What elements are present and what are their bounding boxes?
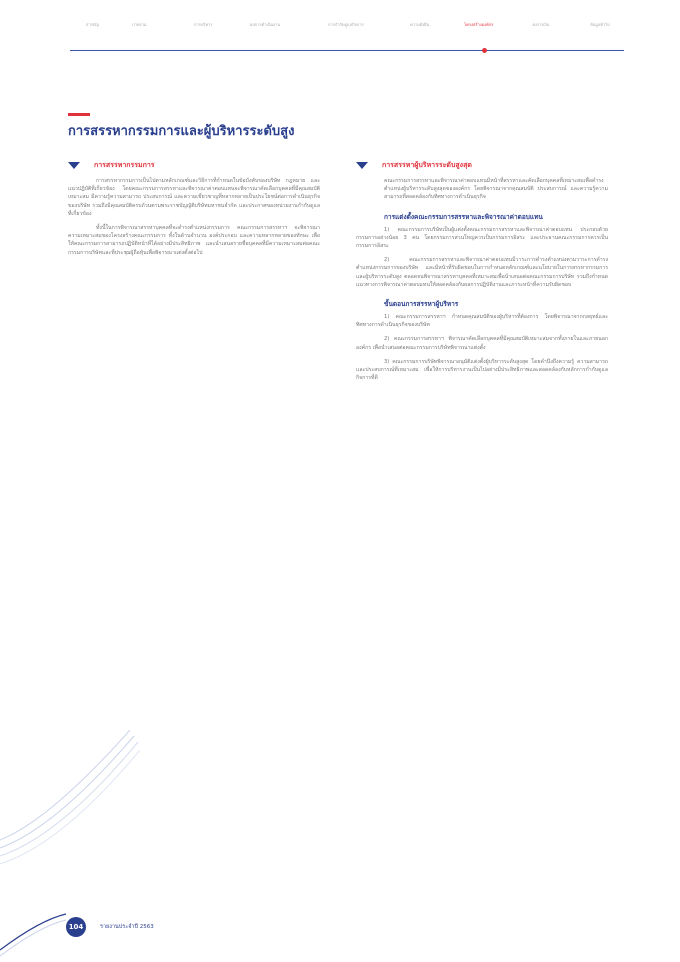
nav-underline (70, 50, 624, 51)
nav-item[interactable]: ภาพรวม (132, 22, 147, 27)
section-title: การสรรหาผู้บริหารระดับสูงสุด (382, 161, 472, 169)
nav-item[interactable]: ข้อมูลทั่วไป (590, 22, 610, 27)
paragraph: 2) คณะกรรมการสรรหาและพิจารณาค่าตอบแทนมีวาระการดำรงตำแหน่งตามวาระการดำรงตำแหน่งกรรมการของบริษัท และมีหน้าที่รับผิดชอบในการกำหนดหลักเกณฑ์และนโยบายในการสรรหากรรมการและผู้บริหารระดับสูง ตลอดจนพิจารณาสรรหาบุคคลที่เหมาะสมเพื่อนำเสนอต่อคณะกรรมการบริษัท รวมถึงกำหนดแนวทางการพิจารณาค่าตอบแทนให้สอดคล้องกับผลการปฏิบัติงานและภาระหน้าที่ความรับผิดชอบ (356, 257, 608, 288)
nav-item-active[interactable]: โครงสร้างองค์กร (464, 22, 494, 27)
paragraph: การสรรหากรรมการเป็นไปตามหลักเกณฑ์และวิธีการที่กำหนดในข้อบังคับของบริษัท กฎหมาย และแนวปฏิบัติที่เกี่ยวข้อง โดยคณะกรรมการสรรหาและพิจารณาค่าตอบแทนจะพิจารณาคัดเลือกบุคคลที่มีคุณสมบัติเหมาะสม มีความรู้ความสามารถ ประสบการณ์ และความเชี่ยวชาญที่หลากหลายเป็นประโยชน์ต่อการดำเนินธุรกิจของบริษัท รวมถึงมีคุณสมบัติครบถ้วนตามพระราชบัญญัติบริษัทมหาชนจำกัด และประกาศของหน่วยงานกำกับดูแลที่เกี่ยวข้อง (68, 178, 320, 217)
paragraph: 1) คณะกรรมการบริษัทเป็นผู้แต่งตั้งคณะกรรมการสรรหาและพิจารณาค่าตอบแทน ประกอบด้วยกรรมการอย่างน้อย 3 คน โดยกรรมการส่วนใหญ่ควรเป็นกรรมการอิสระ และประธานคณะกรรมการควรเป็นกรรมการอิสระ (356, 226, 608, 250)
nav-item[interactable]: การกำกับดูแลกิจการ (328, 22, 364, 27)
nav-item[interactable]: ความยั่งยืน (410, 22, 430, 27)
nav-item[interactable]: การบริหาร (194, 22, 213, 27)
subsection-title: การแต่งตั้งคณะกรรมการสรรหาและพิจารณาค่าตอบแทน (384, 212, 543, 221)
title-accent-bar (68, 113, 90, 116)
section-title: การสรรหากรรมการ (94, 161, 155, 169)
chevron-icon (68, 162, 80, 169)
page-number-badge: 104 (66, 917, 86, 937)
paragraph: ทั้งนี้ในการพิจารณาสรรหาบุคคลที่จะดำรงตำแหน่งกรรมการ คณะกรรมการสรรหาฯ จะพิจารณาความเหมาะสมของโครงสร้างคณะกรรมการ ทั้งในด้านจำนวน องค์ประกอบ และความหลากหลายของทักษะ เพื่อให้คณะกรรมการสามารถปฏิบัติหน้าที่ได้อย่างมีประสิทธิภาพ และนำเสนอรายชื่อบุคคลที่มีความเหมาะสมต่อคณะกรรมการบริษัทและที่ประชุมผู้ถือหุ้นเพื่อพิจารณาแต่งตั้งต่อไป (68, 225, 320, 256)
paragraph: 1) คณะกรรมการสรรหาฯ กำหนดคุณสมบัติของผู้บริหารที่ต้องการ โดยพิจารณาจากกลยุทธ์และทิศทางการดำเนินธุรกิจของบริษัท (356, 314, 608, 329)
paragraph: 3) คณะกรรมการบริษัทพิจารณาอนุมัติแต่งตั้งผู้บริหารระดับสูงสุด โดยคำนึงถึงความรู้ ความสามารถ และประสบการณ์ที่เหมาะสม เพื่อให้การบริหารงานเป็นไปอย่างมีประสิทธิภาพและสอดคล้องกับหลักการกำกับดูแลกิจการที่ดี (356, 358, 608, 382)
footer-text: รายงานประจำปี 2563 (100, 924, 154, 930)
paragraph: 2) คณะกรรมการสรรหาฯ พิจารณาคัดเลือกบุคคลที่มีคุณสมบัติเหมาะสมจากทั้งภายในและภายนอกองค์กร เพื่อนำเสนอต่อคณะกรรมการบริษัทพิจารณาแต่งตั้ง (356, 336, 608, 351)
nav-item[interactable]: งบการเงิน (532, 22, 550, 27)
left-column (68, 160, 320, 263)
paragraph: คณะกรรมการสรรหาและพิจารณาค่าตอบแทนมีหน้าที่สรรหาและคัดเลือกบุคคลที่เหมาะสมเพื่อดำรงตำแหน่งผู้บริหารระดับสูงสุดขององค์กร โดยพิจารณาจากคุณสมบัติ ประสบการณ์ และความรู้ความสามารถที่สอดคล้องกับทิศทางการดำเนินธุรกิจ (384, 178, 608, 201)
right-column (356, 160, 608, 388)
top-navigation (70, 14, 624, 54)
section-header (68, 160, 320, 171)
nav-item[interactable]: ผลการดำเนินงาน (250, 22, 281, 27)
nav-active-marker (482, 48, 487, 53)
subsection-title: ขั้นตอนการสรรหาผู้บริหาร (384, 300, 459, 309)
chevron-icon (356, 162, 368, 169)
nav-item[interactable]: สารบัญ (86, 22, 99, 27)
page-title: การสรรหากรรมการและผู้บริหารระดับสูง (68, 124, 295, 139)
section-header (356, 160, 608, 171)
